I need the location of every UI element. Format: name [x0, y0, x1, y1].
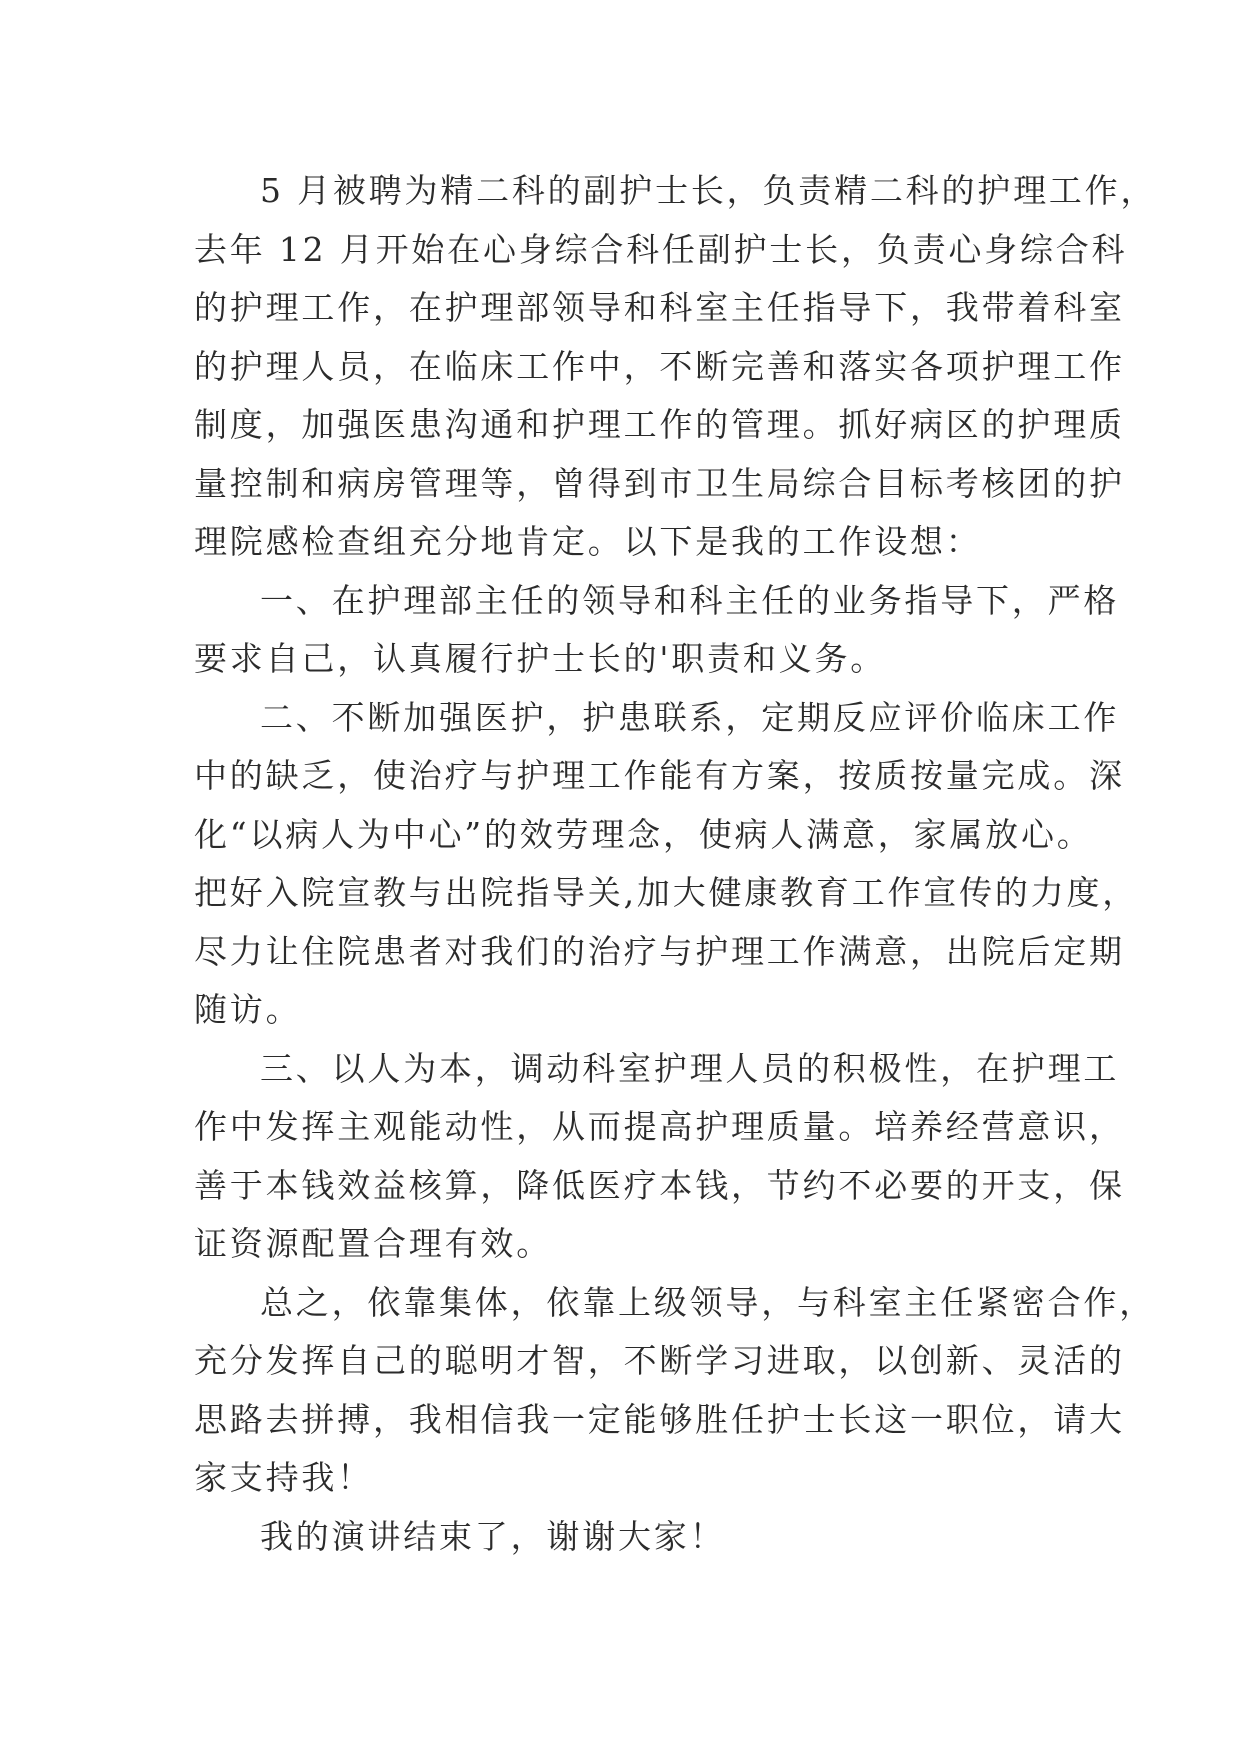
paragraph-1-line-6: 量控制和病房管理等，曾得到市卫生局综合目标考核团的护	[194, 463, 1125, 503]
paragraph-4-line-4: 证资源配置合理有效。	[194, 1224, 552, 1263]
paragraph-5-line-1: 总之，依靠集体，依靠上级领导，与科室主任紧密合作，	[260, 1282, 1155, 1322]
paragraph-1-line-7: 理院感检查组充分地肯定。以下是我的工作设想：	[194, 522, 982, 561]
paragraph-2-line-1: 一、在护理部主任的领导和科主任的业务指导下，严格	[260, 580, 1120, 620]
paragraph-1-line-1: 5 月被聘为精二科的副护士长，负责精二科的护理工作，	[260, 171, 1157, 210]
paragraph-5-line-2: 充分发挥自己的聪明才智，不断学习进取，以创新、灵活的	[194, 1341, 1125, 1380]
paragraph-3-line-4: 把好入院宣教与出院指导关,加大健康教育工作宣传的力度，	[194, 873, 1139, 912]
paragraph-1-line-5: 制度，加强医患沟通和护理工作的管理。抓好病区的护理质	[194, 405, 1125, 444]
paragraph-4-line-1: 三、以人为本，调动科室护理人员的积极性，在护理工	[260, 1048, 1120, 1088]
paragraph-3-line-1: 二、不断加强医护，护患联系，定期反应评价临床工作	[260, 697, 1120, 737]
paragraph-3-line-2: 中的缺乏，使治疗与护理工作能有方案，按质按量完成。深	[194, 756, 1125, 795]
paragraph-3-line-5: 尽力让住院患者对我们的治疗与护理工作满意，出院后定期	[194, 931, 1125, 971]
paragraph-3-line-3: 化“以病人为中心”的效劳理念，使病人满意，家属放心。	[194, 814, 1093, 854]
document-body	[194, 162, 1157, 1566]
paragraph-1-line-3: 的护理工作，在护理部领导和科室主任指导下，我带着科室	[194, 288, 1125, 327]
paragraph-4-line-3: 善于本钱效益核算，降低医疗本钱，节约不必要的开支，保	[194, 1165, 1125, 1205]
paragraph-3-line-6: 随访。	[194, 990, 302, 1029]
paragraph-4-line-2: 作中发挥主观能动性，从而提高护理质量。培养经营意识，	[194, 1107, 1125, 1146]
paragraph-2-line-2: 要求自己，认真履行护士长的'职责和义务。	[194, 639, 887, 678]
paragraph-5-line-4: 家支持我！	[194, 1458, 373, 1497]
closing-line: 我的演讲结束了，谢谢大家！	[260, 1516, 726, 1556]
paragraph-1-line-4: 的护理人员，在临床工作中，不断完善和落实各项护理工作	[194, 346, 1125, 386]
paragraph-1-line-2: 去年 12 月开始在心身综合科任副护士长，负责心身综合科	[194, 229, 1128, 269]
paragraph-5-line-3: 思路去拼搏，我相信我一定能够胜任护士长这一职位，请大	[194, 1399, 1125, 1439]
